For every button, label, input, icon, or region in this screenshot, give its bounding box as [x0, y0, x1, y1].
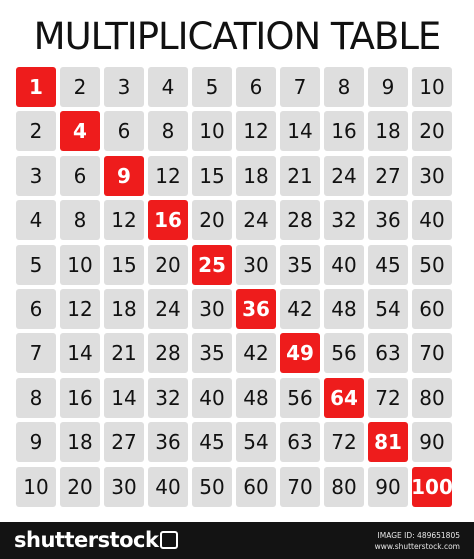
table-cell: 45 [368, 245, 408, 285]
table-cell: 12 [60, 289, 100, 329]
square-number-cell: 9 [104, 156, 144, 196]
table-cell: 6 [16, 289, 56, 329]
brand-name: shutterstock [14, 528, 159, 552]
table-cell: 56 [280, 378, 320, 418]
table-cell: 12 [148, 156, 188, 196]
table-cell: 27 [104, 422, 144, 462]
table-cell: 9 [368, 67, 408, 107]
site-url: www.shutterstock.com [374, 542, 460, 551]
table-cell: 21 [104, 333, 144, 373]
table-cell: 36 [368, 200, 408, 240]
table-cell: 30 [104, 467, 144, 507]
table-cell: 30 [192, 289, 232, 329]
table-cell: 20 [192, 200, 232, 240]
table-cell: 50 [192, 467, 232, 507]
brand-mark-icon [160, 531, 178, 549]
table-cell: 9 [16, 422, 56, 462]
table-cell: 21 [280, 156, 320, 196]
table-cell: 3 [104, 67, 144, 107]
page-title: MULTIPLICATION TABLE [33, 15, 441, 58]
table-cell: 12 [104, 200, 144, 240]
table-cell: 48 [324, 289, 364, 329]
table-cell: 6 [60, 156, 100, 196]
table-cell: 20 [412, 111, 452, 151]
table-cell: 16 [324, 111, 364, 151]
table-cell: 8 [148, 111, 188, 151]
table-cell: 90 [368, 467, 408, 507]
square-number-cell: 64 [324, 378, 364, 418]
table-cell: 63 [368, 333, 408, 373]
table-cell: 12 [236, 111, 276, 151]
table-cell: 7 [16, 333, 56, 373]
table-cell: 28 [280, 200, 320, 240]
table-cell: 18 [104, 289, 144, 329]
square-number-cell: 4 [60, 111, 100, 151]
table-cell: 70 [280, 467, 320, 507]
table-cell: 18 [236, 156, 276, 196]
square-number-cell: 16 [148, 200, 188, 240]
table-cell: 18 [368, 111, 408, 151]
table-cell: 7 [280, 67, 320, 107]
table-cell: 8 [60, 200, 100, 240]
table-cell: 50 [412, 245, 452, 285]
table-cell: 6 [236, 67, 276, 107]
square-number-cell: 81 [368, 422, 408, 462]
square-number-cell: 1 [16, 67, 56, 107]
table-cell: 60 [412, 289, 452, 329]
table-cell: 10 [412, 67, 452, 107]
table-cell: 40 [148, 467, 188, 507]
table-cell: 14 [280, 111, 320, 151]
table-cell: 4 [148, 67, 188, 107]
table-cell: 28 [148, 333, 188, 373]
table-cell: 54 [236, 422, 276, 462]
table-cell: 24 [236, 200, 276, 240]
table-cell: 5 [16, 245, 56, 285]
table-cell: 18 [60, 422, 100, 462]
table-cell: 15 [104, 245, 144, 285]
table-cell: 16 [60, 378, 100, 418]
table-cell: 3 [16, 156, 56, 196]
table-cell: 30 [236, 245, 276, 285]
table-cell: 56 [324, 333, 364, 373]
square-number-cell: 100 [412, 467, 452, 507]
table-cell: 15 [192, 156, 232, 196]
square-number-cell: 49 [280, 333, 320, 373]
table-cell: 36 [148, 422, 188, 462]
table-cell: 4 [16, 200, 56, 240]
table-cell: 40 [324, 245, 364, 285]
table-cell: 80 [324, 467, 364, 507]
table-cell: 40 [412, 200, 452, 240]
table-cell: 24 [148, 289, 188, 329]
table-cell: 5 [192, 67, 232, 107]
table-cell: 10 [192, 111, 232, 151]
table-cell: 10 [60, 245, 100, 285]
table-cell: 14 [60, 333, 100, 373]
table-cell: 72 [368, 378, 408, 418]
table-cell: 54 [368, 289, 408, 329]
table-cell: 32 [324, 200, 364, 240]
table-cell: 42 [236, 333, 276, 373]
table-cell: 70 [412, 333, 452, 373]
table-cell: 60 [236, 467, 276, 507]
table-cell: 90 [412, 422, 452, 462]
table-cell: 40 [192, 378, 232, 418]
table-cell: 72 [324, 422, 364, 462]
table-cell: 10 [16, 467, 56, 507]
table-cell: 45 [192, 422, 232, 462]
table-cell: 20 [148, 245, 188, 285]
footer-bar [0, 522, 474, 559]
table-cell: 30 [412, 156, 452, 196]
table-cell: 80 [412, 378, 452, 418]
table-cell: 2 [16, 111, 56, 151]
table-cell: 6 [104, 111, 144, 151]
brand-logo [14, 528, 178, 552]
table-cell: 24 [324, 156, 364, 196]
table-cell: 27 [368, 156, 408, 196]
square-number-cell: 25 [192, 245, 232, 285]
table-cell: 35 [192, 333, 232, 373]
table-cell: 8 [16, 378, 56, 418]
table-cell: 63 [280, 422, 320, 462]
table-cell: 8 [324, 67, 364, 107]
image-id: IMAGE ID: 489651805 [377, 531, 460, 540]
square-number-cell: 36 [236, 289, 276, 329]
image-meta [375, 530, 460, 552]
table-cell: 32 [148, 378, 188, 418]
table-cell: 20 [60, 467, 100, 507]
table-cell: 2 [60, 67, 100, 107]
table-cell: 48 [236, 378, 276, 418]
table-cell: 14 [104, 378, 144, 418]
table-cell: 42 [280, 289, 320, 329]
multiplication-grid [16, 67, 452, 507]
table-cell: 35 [280, 245, 320, 285]
